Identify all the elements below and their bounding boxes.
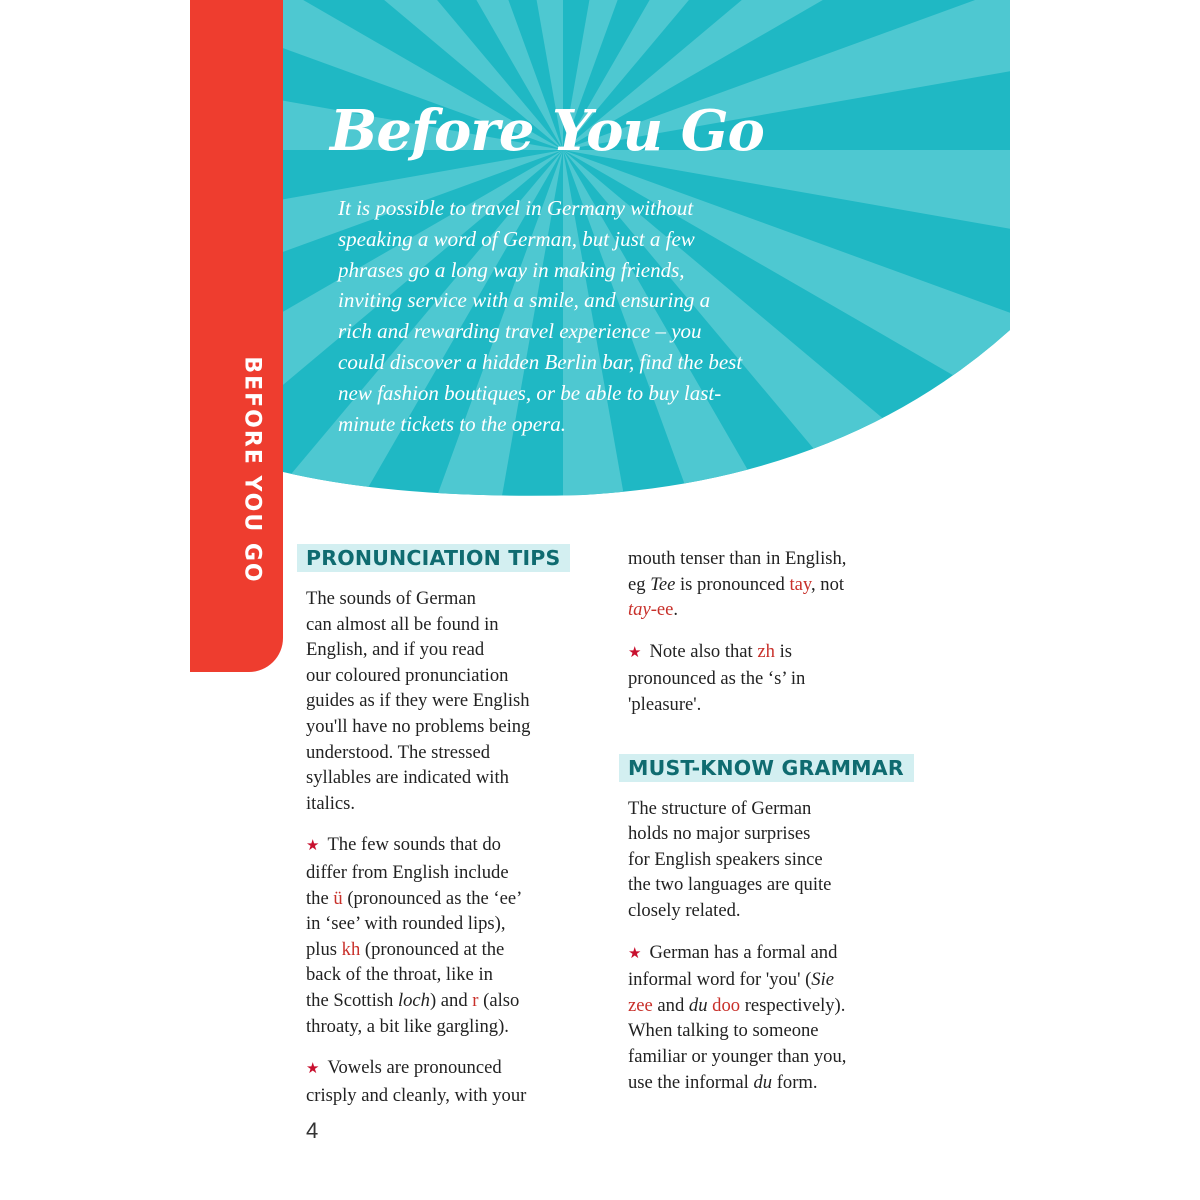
text-run: German has a formal and (649, 941, 838, 963)
text-line (306, 765, 606, 791)
text-run: italics. (306, 792, 356, 814)
text-run: differ from English include (306, 861, 509, 883)
page-title: Before You Go (330, 98, 764, 164)
text-run: for English speakers since (628, 848, 823, 870)
section-body (628, 796, 928, 1096)
text-run: crisply and cleanly, with your (306, 1084, 527, 1106)
text-run: , not (810, 573, 845, 595)
pronunciation-guide: tay (628, 599, 651, 621)
text-line (306, 688, 606, 714)
text-run: Vowels are pronounced (327, 1057, 502, 1079)
text-run: use the informal (628, 1071, 754, 1093)
text-run: the two languages are quite (628, 874, 832, 896)
paragraph (628, 940, 928, 1096)
pronunciation-guide: doo (712, 994, 741, 1016)
text-line (628, 546, 928, 572)
text-line (306, 1014, 606, 1040)
pronunciation-guide: -ee (650, 599, 674, 621)
pronunciation-guide: zee (628, 994, 653, 1016)
text-run: eg (628, 573, 651, 595)
text-run: ) and (429, 989, 473, 1011)
column-right (628, 546, 928, 1111)
text-run: The sounds of German (306, 588, 476, 609)
section-heading: PRONUNCIATION TIPS (297, 544, 570, 572)
text-line (628, 847, 928, 873)
text-line (306, 937, 606, 963)
text-run: back of the throat, like in (306, 964, 493, 986)
text-run: closely related. (628, 899, 741, 921)
text-line (306, 637, 606, 663)
text-run: the (306, 887, 334, 909)
intro-line: It is possible to travel in Germany without (338, 196, 694, 220)
text-line (628, 872, 928, 898)
intro-line: speaking a word of German, but just a few (338, 226, 695, 251)
text-line (628, 796, 928, 822)
intro-line: inviting service with a smile, and ensuring a (338, 288, 711, 313)
text-run: familiar or younger than you, (628, 1045, 847, 1067)
section-tab (190, 0, 283, 672)
paragraph (306, 832, 606, 1039)
text-line (306, 988, 606, 1014)
intro-text (338, 193, 742, 439)
text-line (306, 832, 606, 860)
text-line (306, 860, 606, 886)
section-body (306, 586, 606, 1108)
intro-line: minute tickets to the opera. (338, 411, 567, 436)
text-run: throaty, a bit like gargling). (306, 1015, 509, 1037)
text-line (306, 714, 606, 740)
text-line (306, 1083, 606, 1109)
paragraph (628, 546, 928, 623)
text-line (628, 1070, 928, 1096)
pronunciation-guide: zh (757, 640, 775, 662)
pronunciation-guide: tay (789, 573, 811, 595)
text-run: is (774, 640, 792, 662)
german-term: Tee (650, 573, 676, 595)
text-line (306, 886, 606, 912)
text-run: mouth tenser than in English, (628, 548, 847, 569)
star-bullet-icon: ★ (306, 1061, 320, 1078)
section-tab-label: BEFORE YOU GO (239, 356, 265, 584)
star-bullet-icon: ★ (628, 945, 642, 962)
text-line (306, 740, 606, 766)
text-run: . (673, 599, 679, 621)
text-run: respectively). (740, 994, 846, 1016)
text-run: (also (478, 989, 520, 1011)
pronunciation-guide: r (472, 989, 479, 1011)
column-pronunciation (306, 544, 606, 1124)
text-run: (pronounced as the ‘ee’ (342, 887, 523, 909)
text-line (628, 898, 928, 924)
text-run: English, and if you read (306, 639, 485, 661)
intro-line: phrases go a long way in making friends, (338, 257, 685, 282)
text-line (628, 967, 928, 993)
text-run: holds no major surprises (628, 823, 811, 845)
paragraph (306, 586, 606, 816)
text-line (628, 666, 928, 692)
page-number: 4 (306, 1118, 319, 1143)
text-line (628, 1044, 928, 1070)
text-run: The few sounds that do (327, 834, 501, 856)
german-term: du (688, 994, 708, 1016)
text-line (628, 597, 928, 623)
text-run: understood. The stressed (306, 741, 491, 763)
paragraph (628, 639, 928, 718)
text-run: The structure of German (628, 797, 812, 819)
intro-line: new fashion boutiques, or be able to buy last- (338, 380, 722, 405)
text-line (306, 586, 606, 612)
text-line (628, 572, 928, 598)
text-run: guides as if they were English (306, 690, 530, 712)
text-run: can almost all be found in (306, 613, 499, 635)
paragraph (628, 796, 928, 924)
intro-line: rich and rewarding travel experience – you (338, 319, 702, 344)
german-term: du (753, 1071, 773, 1093)
text-run: When talking to someone (628, 1020, 819, 1042)
text-run: you'll have no problems being (306, 715, 531, 737)
text-line (306, 663, 606, 689)
german-term: Sie (811, 969, 835, 991)
text-run: our coloured pronunciation (306, 664, 509, 686)
paragraph (306, 1055, 606, 1108)
text-line (306, 791, 606, 817)
text-run: pronounced as the ‘s’ in (628, 668, 806, 690)
section-heading: MUST-KNOW GRAMMAR (619, 754, 914, 782)
text-run: the Scottish (306, 989, 398, 1011)
text-run: form. (772, 1071, 818, 1093)
text-line (628, 993, 928, 1019)
intro-line: could discover a hidden Berlin bar, find the best (338, 349, 743, 374)
text-run: and (652, 994, 689, 1016)
pronunciation-guide: kh (341, 938, 361, 960)
german-term: loch (397, 989, 430, 1011)
text-run: 'pleasure'. (628, 693, 702, 715)
pronunciation-guide: ü (333, 887, 343, 909)
text-line (306, 1055, 606, 1083)
star-bullet-icon: ★ (306, 838, 320, 855)
text-run: is pronounced (675, 573, 790, 595)
section-body (628, 546, 928, 718)
text-line (628, 639, 928, 667)
text-run: (pronounced at the (360, 938, 505, 960)
text-run: syllables are indicated with (306, 767, 509, 789)
text-run: in ‘see’ with rounded lips), (306, 913, 506, 935)
text-line (628, 1018, 928, 1044)
text-line (628, 692, 928, 718)
text-line (306, 612, 606, 638)
text-line (628, 821, 928, 847)
text-line (628, 940, 928, 968)
text-line (306, 911, 606, 937)
text-run: plus (306, 938, 342, 960)
text-line (306, 962, 606, 988)
text-run: informal word for 'you' ( (628, 969, 812, 991)
text-run: Note also that (649, 640, 758, 662)
star-bullet-icon: ★ (628, 644, 642, 661)
